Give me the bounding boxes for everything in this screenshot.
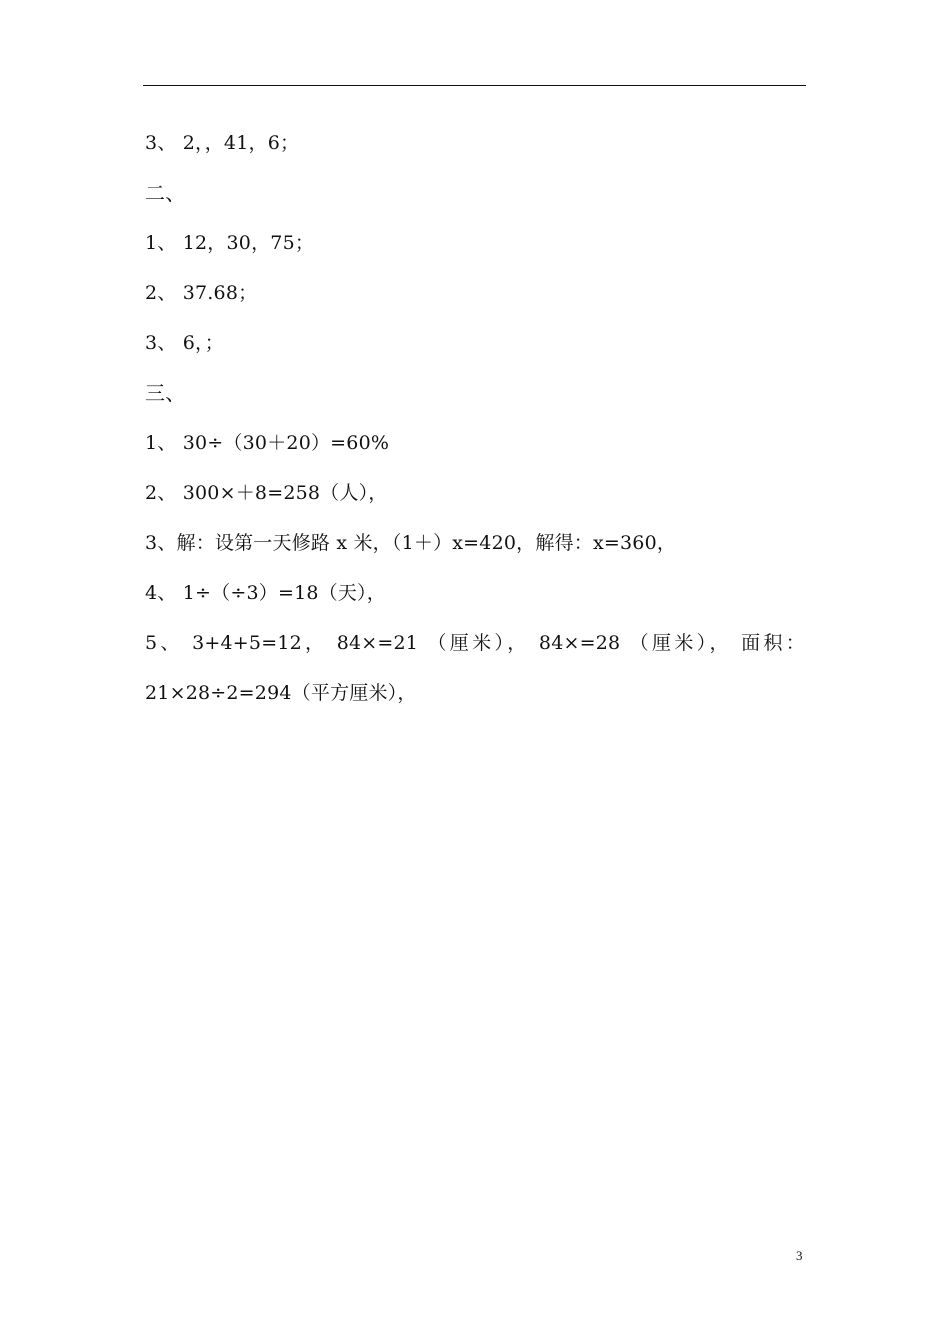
section-heading-3: 三、 — [145, 381, 186, 405]
page-number: 3 — [796, 1248, 803, 1263]
answer-content — [145, 118, 805, 718]
answer-line: 2、 300×＋8=258（人）， — [145, 482, 388, 504]
answer-line: 4、 1÷（÷3）=18（天）， — [145, 582, 386, 604]
answer-line: 21×28÷2=294（平方厘米）， — [145, 682, 417, 704]
section-heading-2: 二、 — [145, 181, 186, 205]
header-rule — [143, 85, 806, 86]
answer-line: 3、解：设第一天修路 x 米，（1＋）x=420，解得：x=360， — [145, 532, 677, 554]
answer-line: 1、 30÷（30＋20）=60% — [145, 432, 390, 454]
answer-line: 3、 2，，41，6； — [145, 132, 300, 154]
answer-line: 3、 6，； — [145, 332, 224, 354]
answer-line: 2、 37.68； — [145, 282, 258, 304]
answer-line: 1、 12，30，75； — [145, 232, 315, 254]
answer-line: 5、 3+4+5=12， 84×=21 （厘米）， 84×=28 （厘米）， 面积： — [145, 632, 805, 654]
